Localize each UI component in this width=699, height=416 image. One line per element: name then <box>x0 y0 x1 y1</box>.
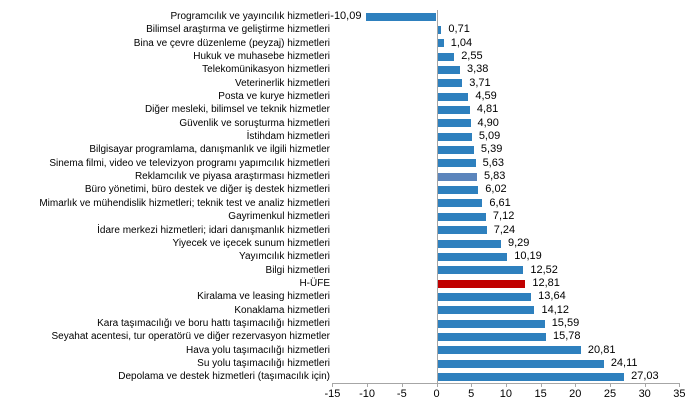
x-axis-tick <box>471 383 472 387</box>
bar <box>437 133 472 141</box>
category-label: Hava yolu taşımacılığı hizmetleri <box>186 344 330 356</box>
x-axis-tick-label: 20 <box>569 388 582 400</box>
x-axis-tick <box>402 383 403 387</box>
value-label: 10,19 <box>514 250 542 263</box>
category-label: Konaklama hizmetleri <box>234 304 330 316</box>
category-label: Programcılık ve yayıncılık hizmetleri <box>170 10 330 22</box>
value-label: 12,52 <box>530 263 558 276</box>
category-label: Mimarlık ve mühendislik hizmetleri; teknik test ve analiz hizmetleri <box>39 197 330 209</box>
value-label: 14,12 <box>541 303 570 316</box>
x-axis-tick-label: -5 <box>396 388 407 400</box>
category-label: Güvenlik ve soruşturma hizmetleri <box>179 117 330 129</box>
x-axis-tick <box>610 383 611 387</box>
x-axis-tick <box>575 383 576 387</box>
bar <box>437 119 471 127</box>
x-axis-tick-label: -10 <box>359 388 376 400</box>
value-label: 7,12 <box>492 210 515 223</box>
bar <box>437 79 463 87</box>
x-axis-tick <box>541 383 542 387</box>
x-axis-tick-label: 10 <box>499 388 513 400</box>
x-axis-tick-label: 35 <box>673 388 686 400</box>
value-label: 12,81 <box>532 276 560 289</box>
bar <box>437 293 532 301</box>
bar <box>437 226 487 234</box>
value-label: 7,24 <box>493 223 516 236</box>
value-label: 9,29 <box>507 236 530 249</box>
category-label: Telekomünikasyon hizmetleri <box>202 64 330 76</box>
category-label: İdare merkezi hizmetleri; idari danışmanlık hizmetleri <box>97 224 330 236</box>
bar <box>437 199 483 207</box>
bar <box>437 213 486 221</box>
bar <box>437 333 547 341</box>
value-label: 15,78 <box>553 330 581 343</box>
category-label: Bilgi hizmetleri <box>265 264 330 276</box>
value-label: 3,38 <box>466 63 489 76</box>
category-label: Depolama ve destek hizmetleri (taşımacılık için) <box>118 371 330 383</box>
bar <box>437 373 625 381</box>
bar <box>437 306 535 314</box>
x-axis-tick <box>367 383 368 387</box>
x-axis-tick <box>506 383 507 387</box>
value-label: 4,59 <box>475 89 497 102</box>
value-label: -10,09 <box>330 9 362 22</box>
value-label: 3,71 <box>469 76 491 89</box>
category-label: Diğer mesleki, bilimsel ve teknik hizmetler <box>144 104 330 116</box>
category-label: Su yolu taşımacılığı hizmetleri <box>197 358 330 370</box>
value-label: 24,11 <box>610 357 638 370</box>
category-label-hufe: H-ÜFE <box>299 277 330 289</box>
value-label: 20,81 <box>587 343 616 356</box>
bar <box>437 173 477 181</box>
value-label: 6,02 <box>485 183 507 196</box>
x-axis-tick-label: 5 <box>468 388 475 400</box>
category-label: Bilimsel araştırma ve geliştirme hizmetleri <box>146 24 330 36</box>
category-label: İstihdam hizmetleri <box>246 131 330 143</box>
category-label: Hukuk ve muhasebe hizmetleri <box>193 50 330 62</box>
value-label: 1,04 <box>450 36 473 49</box>
bar <box>437 106 470 114</box>
category-label: Seyahat acentesi, tur operatörü ve diğer rezervasyon hizmetler <box>51 331 330 343</box>
category-label: Reklamcılık ve piyasa araştırması hizmetleri <box>134 171 330 183</box>
value-label: 27,03 <box>631 370 659 383</box>
bar <box>437 93 469 101</box>
category-label: Bina ve çevre düzenleme (peyzaj) hizmetleri <box>133 37 330 49</box>
x-axis-tick-label: 30 <box>638 388 651 400</box>
category-label: Kiralama ve leasing hizmetleri <box>197 291 330 303</box>
x-axis-tick <box>679 383 680 387</box>
bar <box>437 253 508 261</box>
x-axis-tick <box>645 383 646 387</box>
bar <box>437 39 444 47</box>
x-axis-tick-label: 15 <box>534 388 547 400</box>
value-label: 5,63 <box>482 156 504 169</box>
value-label: 2,55 <box>461 49 483 62</box>
x-axis-tick-label: -15 <box>324 388 341 400</box>
value-label: 4,90 <box>477 116 499 129</box>
category-label: Bilgisayar programlama, danışmanlık ve ilgili hizmetler <box>89 144 330 156</box>
value-label: 13,64 <box>538 290 566 303</box>
bar <box>437 240 501 248</box>
value-label: 15,59 <box>551 317 580 330</box>
value-label: 6,61 <box>489 196 511 209</box>
value-label: 5,09 <box>478 130 501 143</box>
bar <box>437 360 604 368</box>
value-label: 0,71 <box>448 23 470 36</box>
bar <box>437 66 460 74</box>
x-axis-tick-label: 25 <box>603 388 617 400</box>
bar <box>437 53 455 61</box>
category-label: Posta ve kurye hizmetleri <box>218 90 330 102</box>
x-axis-tick <box>332 383 333 387</box>
x-axis-tick <box>437 383 438 387</box>
value-label: 4,81 <box>476 103 499 116</box>
category-label: Gayrimenkul hizmetleri <box>228 211 330 223</box>
bar <box>437 186 479 194</box>
bar <box>437 346 581 354</box>
bar <box>437 320 545 328</box>
hufe-bar <box>437 280 526 288</box>
value-label: 5,83 <box>483 170 506 183</box>
category-label: Yiyecek ve içecek sunum hizmetleri <box>172 237 330 249</box>
category-label: Büro yönetimi, büro destek ve diğer iş destek hizmetleri <box>84 184 330 196</box>
bar <box>437 146 474 154</box>
zero-axis-line <box>437 10 438 383</box>
category-label: Yayımcılık hizmetleri <box>239 251 330 263</box>
category-label: Sinema filmi, video ve televizyon programı yapımcılık hizmetleri <box>49 157 330 169</box>
bar <box>366 13 436 21</box>
category-label: Veterinerlik hizmetleri <box>234 77 330 89</box>
category-label: Kara taşımacılığı ve boru hattı taşımacılığı hizmetleri <box>97 318 330 330</box>
x-axis-tick-label: 0 <box>433 388 440 400</box>
value-label: 5,39 <box>480 143 503 156</box>
bar <box>437 266 524 274</box>
bar <box>437 159 476 167</box>
